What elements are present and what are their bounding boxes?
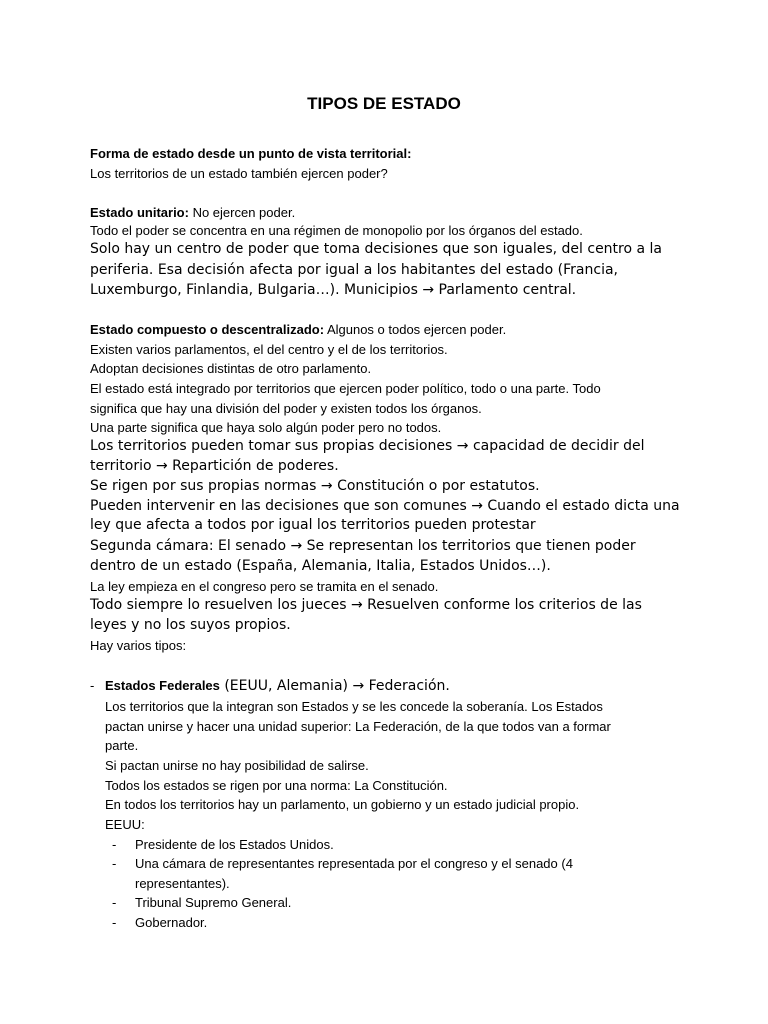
eeuu-bullet: -: [112, 895, 117, 910]
estado-compuesto-line: Se rigen por sus propias normas → Constitución o por estatutos.: [90, 478, 540, 494]
estado-compuesto-line: dentro de un estado (España, Alemania, Italia, Estados Unidos…).: [90, 558, 551, 574]
federal-line: parte.: [105, 738, 139, 753]
estado-compuesto-line: Existen varios parlamentos, el del centro y el de los territorios.: [90, 342, 448, 357]
estado-compuesto-line: Los territorios pueden tomar sus propias decisiones → capacidad de decidir del: [90, 438, 645, 454]
federal-line: pactan unirse y hacer una unidad superior: La Federación, de la que todos van a formar: [105, 719, 611, 734]
estado-compuesto-line: Hay varios tipos:: [90, 638, 187, 653]
estado-compuesto-line: Todo siempre lo resuelven los jueces → Resuelven conforme los criterios de las: [90, 597, 642, 613]
estado-unitario-heading-line: [90, 204, 295, 221]
estado-compuesto-line: El estado está integrado por territorios que ejercen poder político, todo o una parte. Todo: [90, 381, 601, 396]
estado-unitario-line: Todo el poder se concentra en una régimen de monopolio por los órganos del estado.: [90, 223, 583, 238]
estados-federales-heading: Estados Federales: [105, 678, 220, 693]
estado-compuesto-line: La ley empieza en el congreso pero se tramita en el senado.: [90, 579, 439, 594]
eeuu-item-continuation: representantes).: [135, 876, 230, 891]
eeuu-item: Gobernador.: [135, 915, 208, 930]
federal-line: Si pactan unirse no hay posibilidad de salirse.: [105, 758, 369, 773]
estado-unitario-line: periferia. Esa decisión afecta por igual a los habitantes del estado (Francia,: [90, 262, 618, 278]
estado-unitario-line: Luxemburgo, Finlandia, Bulgaria…). Municipios → Parlamento central.: [90, 282, 577, 298]
federal-line: EEUU:: [105, 817, 145, 832]
estado-compuesto-heading-rest: Algunos o todos ejercen poder.: [324, 322, 507, 337]
page-title: TIPOS DE ESTADO: [307, 94, 461, 113]
estado-compuesto-line: leyes y no los suyos propios.: [90, 617, 291, 633]
estado-compuesto-line: territorio → Repartición de poderes.: [90, 458, 339, 474]
eeuu-item: Presidente de los Estados Unidos.: [135, 837, 334, 852]
estado-compuesto-line: Pueden intervenir en las decisiones que son comunes → Cuando el estado dicta una: [90, 498, 680, 514]
federal-bullet: -: [90, 678, 95, 693]
federal-line: Los territorios que la integran son Estados y se les concede la soberanía. Los Estados: [105, 699, 603, 714]
estado-compuesto-line: Una parte significa que haya solo algún poder pero no todos.: [90, 420, 442, 435]
estado-compuesto-line: Segunda cámara: El senado → Se representan los territorios que tienen poder: [90, 538, 636, 554]
eeuu-bullet: -: [112, 915, 117, 930]
eeuu-bullet: -: [112, 837, 117, 852]
estado-compuesto-line: ley que afecta a todos por igual los territorios pueden protestar: [90, 517, 536, 533]
estado-compuesto-line: significa que hay una división del poder y existen todos los órganos.: [90, 401, 482, 416]
estados-federales-heading-rest: (EEUU, Alemania) → Federación.: [219, 678, 450, 694]
estado-compuesto-line: Adoptan decisiones distintas de otro parlamento.: [90, 361, 372, 376]
estado-compuesto-heading-line: [90, 321, 506, 338]
estado-unitario-heading-rest: No ejercen poder.: [188, 205, 296, 220]
eeuu-item: Una cámara de representantes representada por el congreso y el senado (4: [135, 856, 573, 871]
estados-federales-heading-line: [105, 677, 450, 695]
eeuu-item: Tribunal Supremo General.: [135, 895, 292, 910]
federal-line: Todos los estados se rigen por una norma: La Constitución.: [105, 778, 448, 793]
section-territorial-question: Los territorios de un estado también ejercen poder?: [90, 166, 388, 181]
section-territorial-heading: Forma de estado desde un punto de vista territorial:: [90, 146, 412, 161]
estado-unitario-heading: Estado unitario:: [90, 205, 189, 220]
estado-compuesto-heading: Estado compuesto o descentralizado:: [90, 322, 325, 337]
federal-line: En todos los territorios hay un parlamento, un gobierno y un estado judicial propio.: [105, 797, 580, 812]
estado-unitario-line: Solo hay un centro de poder que toma decisiones que son iguales, del centro a la: [90, 241, 663, 257]
eeuu-bullet: -: [112, 856, 117, 871]
